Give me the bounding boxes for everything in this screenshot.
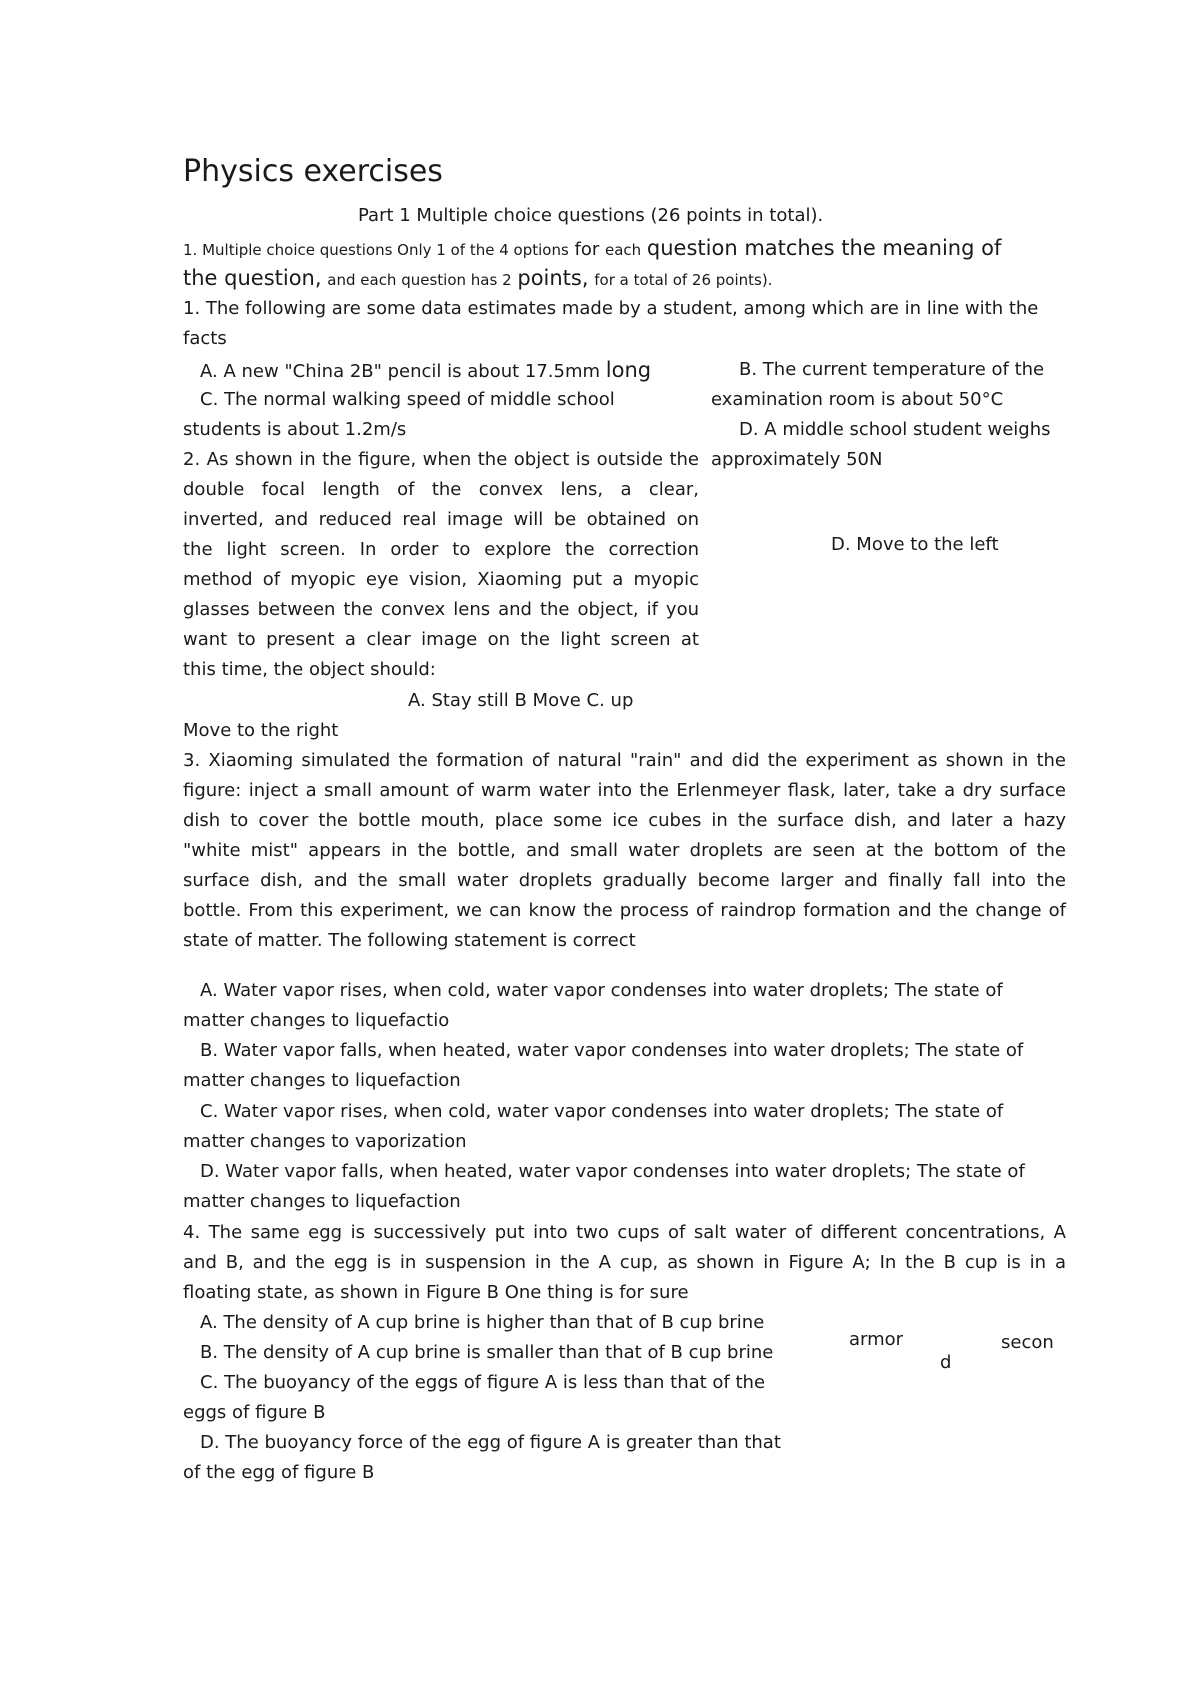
q1-stem-cont: facts xyxy=(183,328,227,349)
q1-option-d-cont: approximately 50N xyxy=(711,449,883,470)
instruction-text: 1. Multiple choice questions Only 1 of the 4 options xyxy=(183,241,569,259)
q2-line-last: this time, the object should: xyxy=(183,659,436,680)
q2-line: double focal length of the convex lens, a clear, xyxy=(183,479,699,500)
q4-line: 4. The same egg is successively put into two cups of salt water of different concentrations, A xyxy=(183,1222,1066,1243)
q4-line: and B, and the egg is in suspension in the A cup, as shown in Figure A; In the B cup is in a xyxy=(183,1252,1066,1273)
q2-options-cont: Move to the right xyxy=(183,720,339,741)
instruction-text: and each question has 2 xyxy=(327,271,512,289)
q3-option-b-cont: matter changes to liquefaction xyxy=(183,1070,461,1091)
q3-option-d-cont: matter changes to liquefaction xyxy=(183,1191,461,1212)
q3-line: figure: inject a small amount of warm water into the Erlenmeyer flask, later, take a dry surface xyxy=(183,780,1066,801)
q1-stem: 1. The following are some data estimates made by a student, among which are in line with the xyxy=(183,298,1039,319)
q2-option-d: D. Move to the left xyxy=(831,534,999,555)
instruction-text: for xyxy=(574,239,600,260)
q4-option-c: C. The buoyancy of the eggs of figure A is less than that of the xyxy=(200,1372,766,1393)
q4-option-b: B. The density of A cup brine is smaller than that of B cup brine xyxy=(200,1342,774,1363)
instruction-line-1 xyxy=(183,233,1001,265)
page-title: Physics exercises xyxy=(183,154,443,189)
q3-option-c-cont: matter changes to vaporization xyxy=(183,1131,467,1152)
part1-heading: Part 1 Multiple choice questions (26 points in total). xyxy=(358,205,824,226)
q3-option-d: D. Water vapor falls, when heated, water vapor condenses into water droplets; The state of xyxy=(200,1161,1025,1182)
instruction-text: points, xyxy=(517,266,589,290)
q2-line: inverted, and reduced real image will be obtained on xyxy=(183,509,699,530)
q3-option-c: C. Water vapor rises, when cold, water vapor condenses into water droplets; The state of xyxy=(200,1101,1004,1122)
q2-line: 2. As shown in the figure, when the object is outside the xyxy=(183,449,699,470)
q1-option-c: C. The normal walking speed of middle school xyxy=(200,389,615,410)
q1-option-d: D. A middle school student weighs xyxy=(739,419,1051,440)
figure-label-armor: armor xyxy=(849,1329,904,1350)
q1-option-a-text: A. A new "China 2B" pencil is about 17.5mm xyxy=(200,361,601,382)
q2-line: glasses between the convex lens and the object, if you xyxy=(183,599,699,620)
q3-option-a-cont: matter changes to liquefactio xyxy=(183,1010,450,1031)
q1-option-a-text-large: long xyxy=(605,358,652,382)
q4-option-d: D. The buoyancy force of the egg of figure A is greater than that xyxy=(200,1432,781,1453)
q2-line: method of myopic eye vision, Xiaoming put a myopic xyxy=(183,569,699,590)
q1-option-b: B. The current temperature of the xyxy=(739,359,1045,380)
q2-line: the light screen. In order to explore the correction xyxy=(183,539,699,560)
instruction-line-2 xyxy=(183,263,772,295)
q4-option-a: A. The density of A cup brine is higher than that of B cup brine xyxy=(200,1312,765,1333)
q3-line-last: state of matter. The following statement is correct xyxy=(183,930,636,951)
q3-line: dish to cover the bottle mouth, place some ice cubes in the surface dish, and later a hazy xyxy=(183,810,1066,831)
q2-options: A. Stay still B Move C. up xyxy=(408,690,634,711)
q4-line-last: floating state, as shown in Figure B One thing is for sure xyxy=(183,1282,689,1303)
q3-line: surface dish, and the small water droplets gradually become larger and finally fall into the xyxy=(183,870,1066,891)
instruction-text: each xyxy=(605,241,642,259)
q1-option-a xyxy=(200,355,651,387)
q1-option-c-cont: students is about 1.2m/s xyxy=(183,419,407,440)
q1-option-b-cont: examination room is about 50°C xyxy=(711,389,1004,410)
q3-option-b: B. Water vapor falls, when heated, water vapor condenses into water droplets; The state of xyxy=(200,1040,1024,1061)
q3-line: bottle. From this experiment, we can know the process of raindrop formation and the change of xyxy=(183,900,1066,921)
instruction-text: the question, xyxy=(183,266,322,290)
q3-line: "white mist" appears in the bottle, and small water droplets are seen at the bottom of the xyxy=(183,840,1066,861)
q4-option-c-cont: eggs of figure B xyxy=(183,1402,326,1423)
instruction-text: question matches the meaning of xyxy=(646,236,1002,260)
figure-label-d: d xyxy=(940,1352,952,1373)
q3-line: 3. Xiaoming simulated the formation of natural "rain" and did the experiment as shown in the xyxy=(183,750,1066,771)
q4-option-d-cont: of the egg of figure B xyxy=(183,1462,375,1483)
q3-option-a: A. Water vapor rises, when cold, water vapor condenses into water droplets; The state of xyxy=(200,980,1003,1001)
figure-label-secon: secon xyxy=(1001,1332,1054,1353)
q2-line: want to present a clear image on the light screen at xyxy=(183,629,699,650)
instruction-text: for a total of 26 points). xyxy=(594,271,773,289)
